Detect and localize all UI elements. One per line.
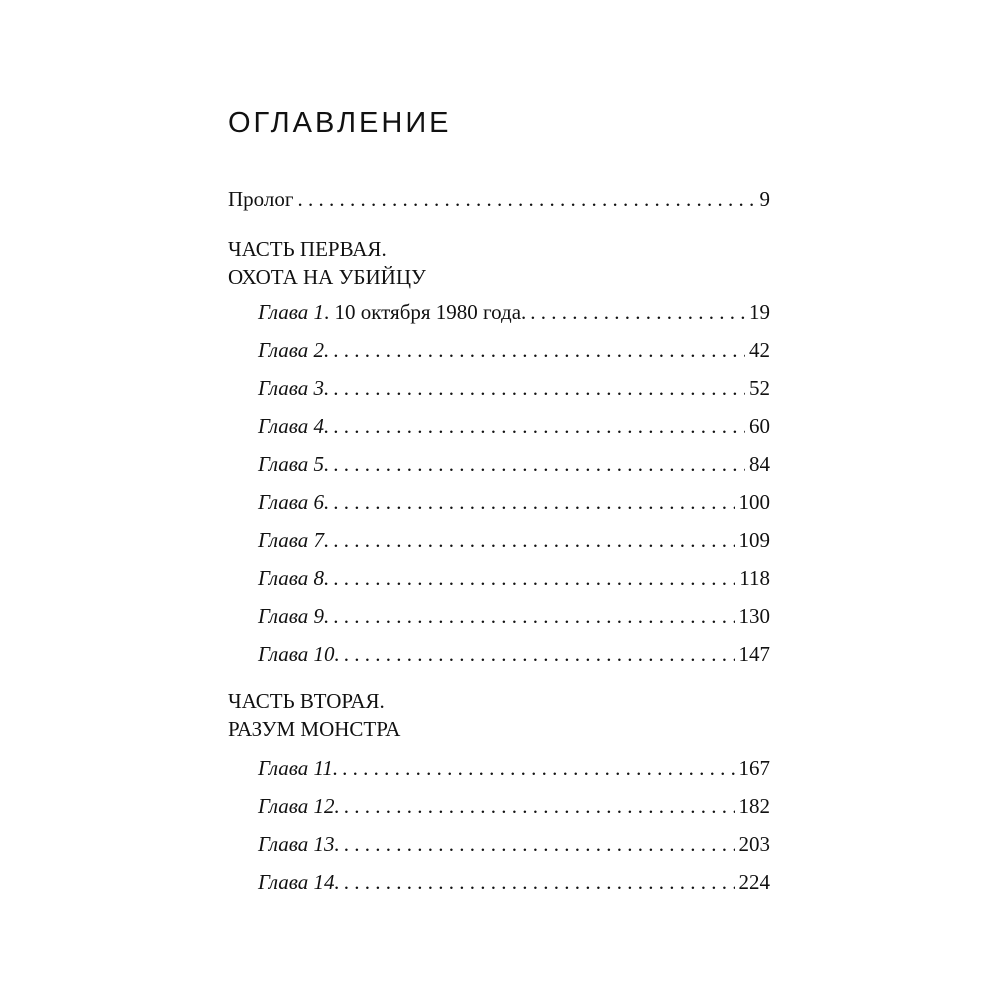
- page-number: 130: [738, 604, 770, 628]
- toc-entry-chapter-11[interactable]: [258, 753, 770, 783]
- chapter-label: Глава 3.: [258, 376, 330, 400]
- chapter-label: Глава 13.: [258, 832, 340, 856]
- toc-entry-chapter-2[interactable]: [258, 335, 770, 365]
- chapter-label: Глава 4.: [258, 414, 330, 438]
- dot-leader: [333, 373, 745, 403]
- page-number: 84: [749, 452, 770, 476]
- dot-leader: [344, 791, 735, 821]
- chapter-subtitle: . 10 октября 1980 года.: [323, 300, 527, 324]
- page-number: 118: [739, 566, 770, 590]
- page-number: 182: [738, 794, 770, 818]
- chapter-label: Глава 6.: [258, 490, 330, 514]
- entry-label: Пролог: [228, 187, 294, 211]
- dot-leader: [333, 487, 734, 517]
- entry-label: [258, 601, 329, 631]
- page-number: 109: [738, 528, 770, 552]
- dot-leader: [333, 335, 745, 365]
- toc-entry-chapter-5[interactable]: [258, 449, 770, 479]
- chapter-label: Глава 9.: [258, 604, 330, 628]
- toc-entry-chapter-8[interactable]: [258, 563, 770, 593]
- part-title-line: ЧАСТЬ ПЕРВАЯ.: [228, 237, 387, 261]
- dot-leader: [344, 639, 735, 669]
- page-number: 224: [738, 870, 770, 894]
- chapter-label: Глава 2.: [258, 338, 330, 362]
- toc-entry-chapter-12[interactable]: [258, 791, 770, 821]
- entry-label: [258, 411, 329, 441]
- toc-entry-prologue[interactable]: [228, 184, 770, 214]
- page-number: 100: [738, 490, 770, 514]
- dot-leader: [344, 829, 735, 859]
- entry-label: [258, 373, 329, 403]
- entry-label: [258, 487, 329, 517]
- chapter-label: Глава 1: [258, 300, 324, 324]
- dot-leader: [297, 184, 755, 214]
- toc-entry-chapter-3[interactable]: [258, 373, 770, 403]
- toc-entry-chapter-7[interactable]: [258, 525, 770, 555]
- entry-label: [258, 525, 329, 555]
- dot-leader: [333, 525, 734, 555]
- chapter-label: Глава 8.: [258, 566, 330, 590]
- dot-leader: [333, 563, 735, 593]
- page-number: 203: [738, 832, 770, 856]
- entry-label: [258, 639, 340, 669]
- dot-leader: [333, 601, 734, 631]
- entry-label: [258, 563, 329, 593]
- chapter-label: Глава 5.: [258, 452, 330, 476]
- toc-entry-chapter-13[interactable]: [258, 829, 770, 859]
- part-title-line: РАЗУМ МОНСТРА: [228, 717, 401, 741]
- part-title-line: ЧАСТЬ ВТОРАЯ.: [228, 689, 385, 713]
- chapter-label: Глава 11.: [258, 756, 339, 780]
- toc-entry-chapter-6[interactable]: [258, 487, 770, 517]
- page-number: 19: [749, 300, 770, 324]
- page-number: 147: [738, 642, 770, 666]
- chapter-label: Глава 12.: [258, 794, 340, 818]
- dot-leader: [333, 411, 745, 441]
- toc-heading: ОГЛАВЛЕНИЕ: [228, 107, 452, 139]
- entry-label: [258, 449, 329, 479]
- dot-leader: [333, 449, 745, 479]
- entry-label: [258, 867, 340, 897]
- entry-label: [258, 297, 526, 327]
- part-title-line: ОХОТА НА УБИЙЦУ: [228, 265, 426, 289]
- entry-label: [258, 791, 340, 821]
- page-number: 9: [759, 187, 770, 211]
- dot-leader: [530, 297, 745, 327]
- page-number: 60: [749, 414, 770, 438]
- page-number: 42: [749, 338, 770, 362]
- entry-label: [258, 753, 338, 783]
- chapter-label: Глава 10.: [258, 642, 340, 666]
- entry-label: [258, 829, 340, 859]
- toc-entry-chapter-10[interactable]: [258, 639, 770, 669]
- toc-entry-chapter-14[interactable]: [258, 867, 770, 897]
- toc-entry-chapter-9[interactable]: [258, 601, 770, 631]
- entry-label: [258, 335, 329, 365]
- page-number: 167: [738, 756, 770, 780]
- dot-leader: [342, 753, 734, 783]
- page-number: 52: [749, 376, 770, 400]
- dot-leader: [344, 867, 735, 897]
- chapter-label: Глава 14.: [258, 870, 340, 894]
- toc-entry-chapter-1[interactable]: [258, 297, 770, 327]
- toc-entry-chapter-4[interactable]: [258, 411, 770, 441]
- chapter-label: Глава 7.: [258, 528, 330, 552]
